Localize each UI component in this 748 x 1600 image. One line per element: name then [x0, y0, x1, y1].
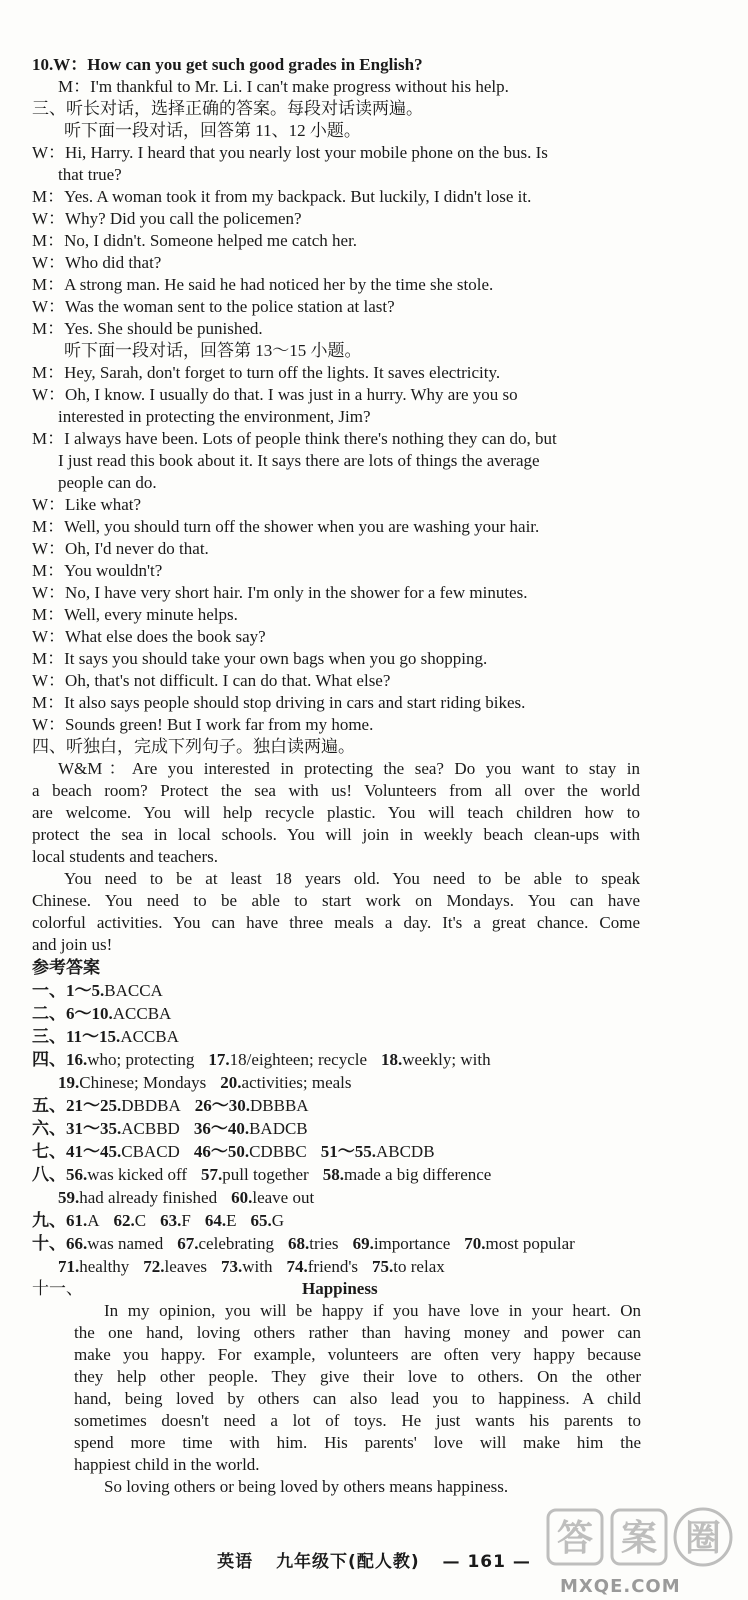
answer-item [372, 1255, 445, 1278]
answer-item [32, 1140, 180, 1163]
answer-value: F [181, 1211, 191, 1230]
answer-number: 57. [201, 1165, 223, 1184]
answer-item [177, 1232, 274, 1255]
answer-item [208, 1048, 367, 1071]
answer-item [323, 1163, 492, 1186]
answer-item [194, 1140, 307, 1163]
answer-number: 62. [113, 1211, 135, 1230]
answer-number: 一、1～5. [32, 981, 105, 1000]
answer-key [32, 956, 646, 1278]
answer-number: 67. [177, 1234, 199, 1253]
answer-item [250, 1209, 284, 1232]
answer-value: had already finished [79, 1188, 218, 1207]
essay-number: 十一、 [32, 1279, 83, 1298]
answer-number: 七、41～45. [32, 1142, 122, 1161]
answer-value: weekly; with [402, 1050, 491, 1069]
answer-number: 59. [58, 1188, 80, 1207]
answer-number: 75. [372, 1257, 394, 1276]
answer-item [32, 1163, 187, 1186]
answer-value: was kicked off [87, 1165, 188, 1184]
dialogue-line: M：No, I didn't. Someone helped me catch her. [32, 231, 358, 250]
answer-key-heading: 参考答案 [32, 958, 100, 977]
answer-item [381, 1048, 491, 1071]
answer-item [231, 1186, 314, 1209]
dialogue-1-intro: 听下面一段对话，回答第 11、12 小题。 [64, 121, 361, 140]
monologue-line: You need to be at least 18 years old. You need to be able to speak [64, 869, 640, 888]
dialogue-line: I just read this book about it. It says there are lots of things the average [58, 451, 540, 470]
dialogue-line: M：It says you should take your own bags when you go shopping. [32, 649, 488, 668]
dialogue-2-intro: 听下面一段对话，回答第 13～15 小题。 [64, 341, 362, 360]
answer-value: CDBBC [249, 1142, 307, 1161]
answer-value: leaves [164, 1257, 208, 1276]
answer-item [32, 1094, 181, 1117]
answer-number: 19. [58, 1073, 80, 1092]
dialogue-line: that true? [58, 165, 122, 184]
answer-number: 70. [464, 1234, 486, 1253]
answer-value: activities; meals [241, 1073, 352, 1092]
answer-row [32, 1071, 646, 1094]
dialogue-line: W：Oh, I know. I usually do that. I was just in a hurry. Why are you so [32, 385, 518, 404]
essay-line: sometimes doesn't need a lot of toys. He just wants his parents to [74, 1411, 641, 1430]
answer-value: A [87, 1211, 100, 1230]
answer-row [32, 1002, 646, 1025]
answer-row [32, 1117, 646, 1140]
answer-number: 17. [208, 1050, 230, 1069]
answer-number: 65. [250, 1211, 272, 1230]
answer-row [32, 1255, 646, 1278]
essay-title: Happiness [302, 1279, 378, 1298]
watermark-char: 答 [556, 1518, 594, 1559]
monologue-paragraph-1 [32, 758, 640, 868]
dialogue-1 [32, 142, 646, 340]
dialogue-line: people can do. [58, 473, 157, 492]
answer-value: most popular [485, 1234, 575, 1253]
answer-number: 69. [352, 1234, 374, 1253]
answer-item [160, 1209, 191, 1232]
dialogue-line: M：Well, every minute helps. [32, 605, 238, 624]
answer-number: 十、66. [32, 1234, 88, 1253]
answer-item [464, 1232, 575, 1255]
footer-page-number: — 161 — [442, 1552, 531, 1572]
answer-item [220, 1071, 351, 1094]
answer-number: 74. [286, 1257, 308, 1276]
answer-value: to relax [393, 1257, 445, 1276]
essay-header [32, 1278, 646, 1300]
answer-value: friend's [307, 1257, 359, 1276]
answer-number: 63. [160, 1211, 182, 1230]
answer-item [287, 1255, 359, 1278]
essay-line: the one hand, loving others rather than having money and power can [74, 1323, 641, 1342]
dialogue-line: W：Was the woman sent to the police station at last? [32, 297, 395, 316]
answer-rows [32, 979, 646, 1278]
answer-number: 三、11～15. [32, 1027, 121, 1046]
dialogue-line: W：Oh, I'd never do that. [32, 539, 209, 558]
answer-row [32, 1232, 646, 1255]
answer-item [194, 1117, 308, 1140]
dialogue-line: W：Why? Did you call the policemen? [32, 209, 302, 228]
monologue-line: a beach room? Protect the sea with us! Volunteers from all over the world [32, 781, 640, 800]
answer-item [205, 1209, 237, 1232]
answer-item [114, 1209, 147, 1232]
answer-value: ACBBD [121, 1119, 180, 1138]
answer-row [32, 1140, 646, 1163]
answer-item [32, 1048, 194, 1071]
answer-value: ACCBA [112, 1004, 172, 1023]
watermark-url: MXQE.COM [560, 1576, 681, 1597]
answer-value: Chinese; Mondays [79, 1073, 207, 1092]
answer-item [195, 1094, 309, 1117]
dialogue-line: M：Hey, Sarah, don't forget to turn off the lights. It saves electricity. [32, 363, 501, 382]
answer-number: 二、6～10. [32, 1004, 113, 1023]
answer-row [32, 1025, 646, 1048]
answer-row [32, 979, 646, 1002]
answer-value: importance [373, 1234, 451, 1253]
answer-item [143, 1255, 207, 1278]
answer-row [32, 1163, 646, 1186]
answer-number: 20. [220, 1073, 242, 1092]
footer-grade: 九年级下(配人教) [276, 1552, 420, 1572]
answer-number: 73. [221, 1257, 243, 1276]
essay-line: make you happy. For example, volunteers are often very happy because [74, 1345, 641, 1364]
answer-item [32, 1117, 180, 1140]
essay-line: In my opinion, you will be happy if you have love in your heart. On [104, 1301, 641, 1320]
answer-value: 18/eighteen; recycle [229, 1050, 368, 1069]
answer-item [221, 1255, 272, 1278]
answer-value: BACCA [104, 981, 163, 1000]
footer-subject: 英语 [217, 1552, 254, 1572]
monologue-line: are welcome. You will help recycle plastic. You will teach children how to [32, 803, 640, 822]
answer-value: C [134, 1211, 147, 1230]
page-content [32, 54, 646, 1498]
answer-item [321, 1140, 435, 1163]
answer-value: was named [87, 1234, 164, 1253]
answer-number: 36～40. [193, 1119, 250, 1138]
answer-number: 46～50. [193, 1142, 250, 1161]
answer-value: G [271, 1211, 285, 1230]
answer-value: celebrating [198, 1234, 275, 1253]
answer-number: 68. [288, 1234, 310, 1253]
dialogue-2 [32, 362, 646, 736]
monologue-line: protect the sea in local schools. You will join in weekly beach clean-ups with [32, 825, 640, 844]
answer-number: 九、61. [32, 1211, 88, 1230]
answer-value: with [242, 1257, 273, 1276]
dialogue-line: W：Like what? [32, 495, 142, 514]
answer-value: tries [309, 1234, 339, 1253]
transcript-line [32, 54, 646, 76]
q10-block [32, 54, 646, 98]
answer-value: ACCBA [120, 1027, 179, 1046]
dialogue-line: M：Yes. She should be punished. [32, 319, 263, 338]
answer-number: 71. [58, 1257, 80, 1276]
answer-number: 51～55. [320, 1142, 376, 1161]
essay-body [32, 1300, 641, 1498]
answer-number: 64. [204, 1211, 227, 1230]
answer-item [58, 1255, 129, 1278]
answer-value: pull together [222, 1165, 309, 1184]
answer-item [58, 1186, 217, 1209]
monologue-line: and join us! [32, 935, 113, 954]
answer-value: DBBBA [250, 1096, 309, 1115]
answer-number: 八、56. [32, 1165, 88, 1184]
q10-line: 10.W：How can you get such good grades in English? [32, 55, 423, 74]
answer-row [32, 1186, 646, 1209]
answer-number: 五、21～25. [32, 1096, 122, 1115]
answer-value: BADCB [249, 1119, 308, 1138]
essay-line: hand, being loved by others can also lead you to happiness. A child [74, 1389, 641, 1408]
answer-number: 六、31～35. [32, 1119, 122, 1138]
answer-value: CBACD [121, 1142, 180, 1161]
answer-value: who; protecting [87, 1050, 195, 1069]
essay-line: spend more time with him. His parents' love will make him the [74, 1433, 641, 1452]
monologue-line: Chinese. You need to be able to start work on Mondays. You can have [32, 891, 640, 910]
watermark-char: 圈 [684, 1518, 722, 1559]
dialogue-line: M：You wouldn't? [32, 561, 163, 580]
transcript-line: M：I'm thankful to Mr. Li. I can't make progress without his help. [58, 77, 509, 96]
answer-item [353, 1232, 451, 1255]
answer-value: ABCDB [375, 1142, 435, 1161]
answer-number: 72. [143, 1257, 165, 1276]
answer-number: 26～30. [194, 1096, 251, 1115]
answer-number: 60. [231, 1188, 253, 1207]
answer-item [32, 1209, 100, 1232]
dialogue-line: M：A strong man. He said he had noticed her by the time she stole. [32, 275, 494, 294]
monologue-line: colorful activities. You can have three meals a day. It's a great chance. Come [32, 913, 640, 932]
answer-value: leave out [252, 1188, 315, 1207]
section-3-title: 三、听长对话，选择正确的答案。每段对话读两遍。 [32, 99, 423, 118]
answer-row [32, 1209, 646, 1232]
dialogue-line: W：Sounds green! But I work far from my home. [32, 715, 374, 734]
answer-row [32, 1094, 646, 1117]
monologue-line: W&M：Are you interested in protecting the sea? Do you want to stay in [58, 759, 640, 778]
dialogue-line: M：Yes. A woman took it from my backpack. But luckily, I didn't lose it. [32, 187, 532, 206]
answer-value: DBDBA [121, 1096, 181, 1115]
dialogue-line: M：It also says people should stop driving in cars and start riding bikes. [32, 693, 526, 712]
answer-number: 四、16. [32, 1050, 88, 1069]
answer-item [288, 1232, 339, 1255]
answer-item [58, 1071, 206, 1094]
dialogue-line: M：I always have been. Lots of people think there's nothing they can do, but [32, 429, 557, 448]
dialogue-line: M：Well, you should turn off the shower when you are washing your hair. [32, 517, 540, 536]
dialogue-line: W：Hi, Harry. I heard that you nearly lost your mobile phone on the bus. Is [32, 143, 548, 162]
essay-line: happiest child in the world. [74, 1455, 260, 1474]
answer-item [32, 1232, 163, 1255]
essay-line: So loving others or being loved by others means happiness. [104, 1477, 509, 1496]
answer-item [201, 1163, 309, 1186]
answer-item [32, 1025, 179, 1048]
dialogue-line: interested in protecting the environment, Jim? [58, 407, 371, 426]
dialogue-line: W：Who did that? [32, 253, 162, 272]
answer-row [32, 1048, 646, 1071]
answer-item [32, 979, 163, 1002]
watermark-char: 案 [620, 1518, 658, 1559]
section-4-title: 四、听独白，完成下列句子。独白读两遍。 [32, 737, 355, 756]
dialogue-line: W：Oh, that's not difficult. I can do that. What else? [32, 671, 391, 690]
essay-line: they help other people. They give their love to others. On the other [74, 1367, 641, 1386]
answer-value: made a big difference [343, 1165, 492, 1184]
monologue-line: local students and teachers. [32, 847, 218, 866]
answer-number: 18. [381, 1050, 403, 1069]
answer-value: healthy [79, 1257, 130, 1276]
answer-number: 58. [322, 1165, 344, 1184]
dialogue-line: W：What else does the book say? [32, 627, 266, 646]
answer-value: E [226, 1211, 237, 1230]
answer-item [32, 1002, 171, 1025]
monologue-paragraph-2 [32, 868, 640, 956]
dialogue-line: W：No, I have very short hair. I'm only in the shower for a few minutes. [32, 583, 528, 602]
